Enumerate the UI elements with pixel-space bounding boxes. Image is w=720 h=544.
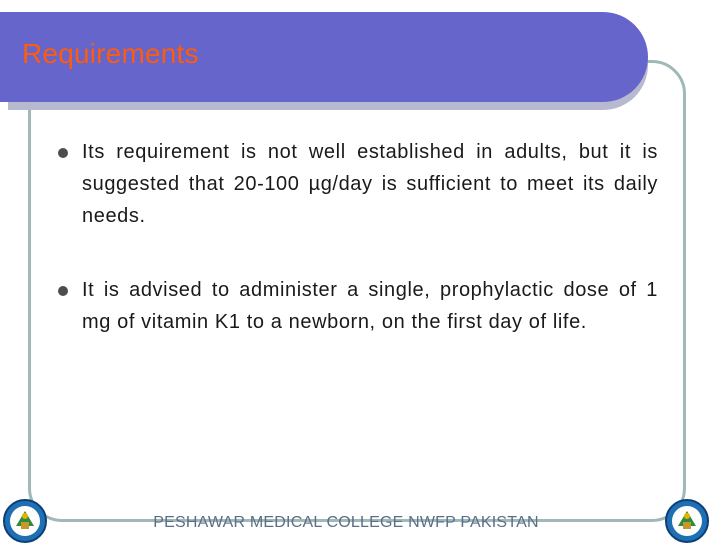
bullet-item (58, 274, 658, 338)
bullet-text: Its requirement is not well established in adults, but it is suggested that 20-100 µg/day is sufficient to meet its daily needs. (82, 141, 658, 227)
slide-title: Requirements (22, 38, 199, 69)
bullet-list (58, 136, 658, 380)
footer-text: PESHAWAR MEDICAL COLLEGE NWFP PAKISTAN (153, 514, 539, 531)
bullet-text: It is advised to administer a single, prophylactic dose of 1 mg of vitamin K1 to a newborn, on the first day of life. (82, 279, 658, 333)
bullet-dot-icon (58, 148, 68, 158)
slide-footer (0, 514, 720, 532)
bullet-item (58, 136, 658, 232)
bullet-dot-icon (58, 286, 68, 296)
